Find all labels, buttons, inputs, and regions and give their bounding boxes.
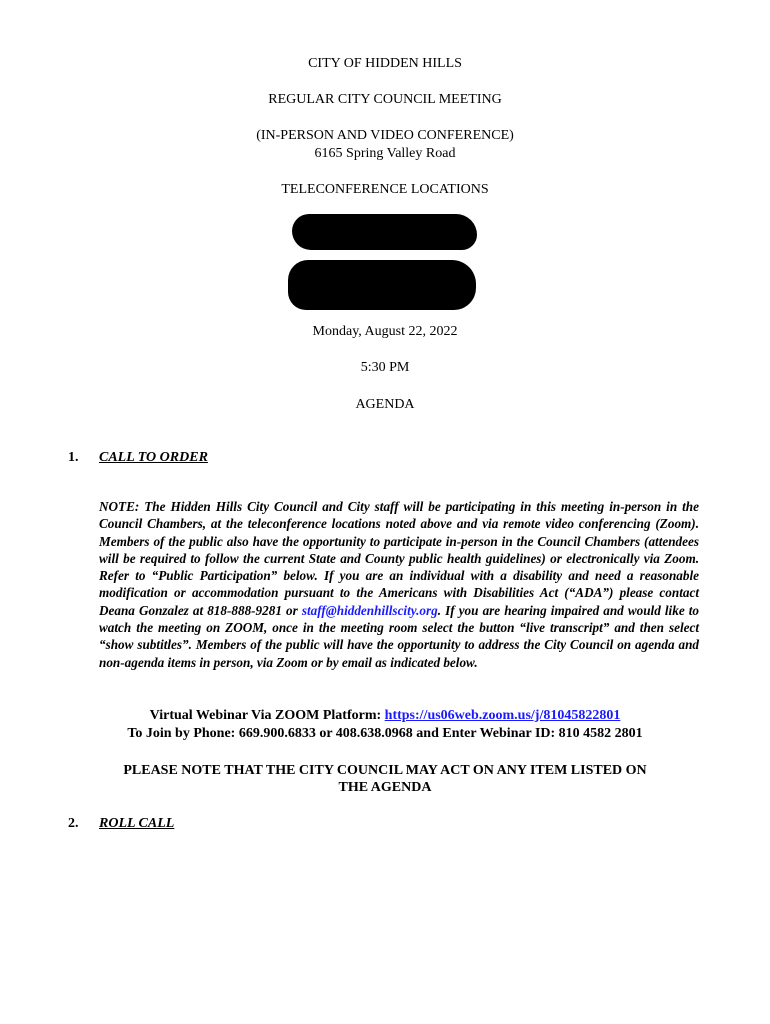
council-notice-line: THE AGENDA: [338, 780, 432, 795]
item-number: 2.: [68, 816, 79, 831]
note-text-continued: . If you are hearing impaired and would like to watch the meeting on ZOOM, once in the meeting room select the button “live transcript” and then select “show subtitles”. Members of the public will have the opportunity to address the City Council on agenda and non-agenda items in person, via Zoom or by email as indicated below.: [99, 602, 700, 670]
item-title-call-to-order: CALL TO ORDER: [99, 450, 208, 465]
note-text: NOTE: The Hidden Hills City Council and City staff will be participating in this meeting in-person in the Council Chambers, at the teleconference locations noted above and via remote video conferencing (Zoom). Members of the public also have the opportunity to participate in-person in the Council Chambers (attendees will be required to follow the current State and County public health guidelines) or electronically via Zoom. Refer to “Public Participation” below. If you are an individual with a disability and need a reasonable modification or accommodation pursuant to the Americans with Disabilities Act (“ADA”) please contact Deana Gonzalez at 818-888-9281 or: [99, 499, 699, 618]
teleconference-heading: TELECONFERENCE LOCATIONS: [281, 182, 489, 197]
redaction-block: [288, 260, 476, 310]
meeting-type-heading: REGULAR CITY COUNCIL MEETING: [268, 92, 502, 107]
city-name-heading: CITY OF HIDDEN HILLS: [308, 56, 462, 71]
webinar-line: [0, 707, 770, 725]
webinar-label: Virtual Webinar Via ZOOM Platform:: [149, 708, 385, 723]
phone-join-line: To Join by Phone: 669.900.6833 or 408.638.0968 and Enter Webinar ID: 810 4582 2801: [127, 726, 643, 741]
meeting-address-line: 6165 Spring Valley Road: [314, 146, 456, 161]
public-participation-note: [99, 498, 699, 671]
staff-email-link[interactable]: staff@hiddenhillscity.org: [301, 602, 438, 618]
meeting-time: 5:30 PM: [360, 360, 410, 375]
zoom-webinar-link[interactable]: https://us06web.zoom.us/j/81045822801: [384, 708, 621, 723]
redaction-block: [292, 214, 477, 250]
item-title-roll-call: ROLL CALL: [99, 816, 175, 831]
meeting-format-line: (IN-PERSON AND VIDEO CONFERENCE): [256, 128, 514, 143]
council-notice-line: PLEASE NOTE THAT THE CITY COUNCIL MAY ACT ON ANY ITEM LISTED ON: [123, 763, 647, 778]
agenda-heading: AGENDA: [355, 397, 415, 412]
item-number: 1.: [68, 450, 79, 465]
meeting-date: Monday, August 22, 2022: [312, 324, 458, 339]
